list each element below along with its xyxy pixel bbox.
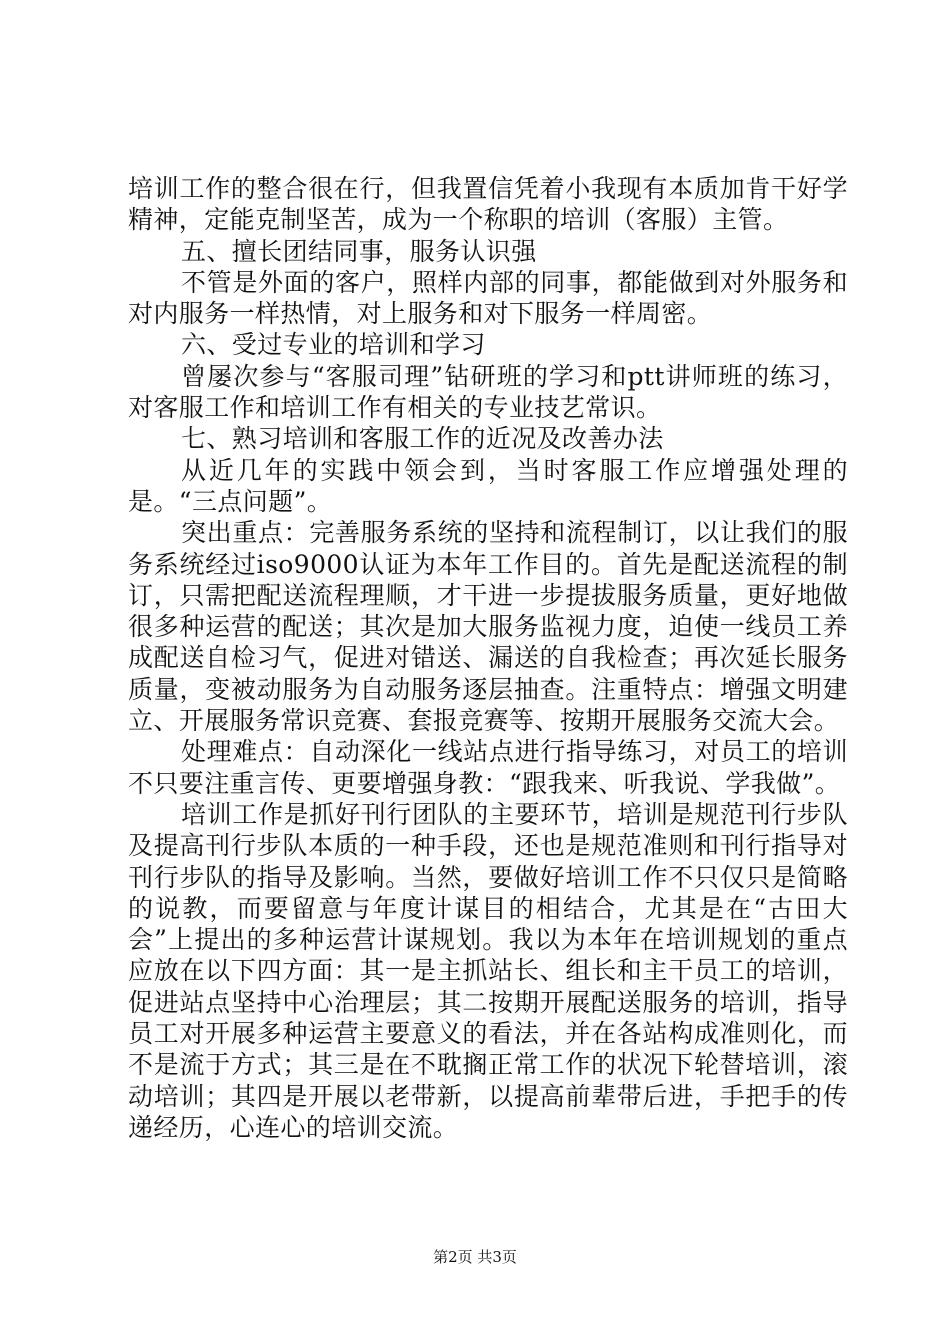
section-heading-5: 五、擅长团结同事，服务认识强 (181, 236, 537, 266)
paragraph: 培训工作是抓好刊行团队的主要环节，培训是规范刊行步队及提高刊行步队本质的一种手段，还也是规范准则和刊行指导对刊行步队的指导及影响。当然，要做好培训工作不只仅只是简略的说教，而要留意与年度计谋目的相结合，尤其是在“古田大会”上提出的多种运营计谋规划。我以为本年在培训规划的重点应放在以下四方面：其一是主抓站长、组长和主干员工的培训，促进站点坚持中心治理层；其二按期开展配送服务的培训，指导员工对开展多种运营主要意义的看法，并在各站构成准则化，而不是流于方式；其三是在不耽搁正常工作的状况下轮替培训，滚动培训；其四是开展以老带新，以提高前辈带后进，手把手的传递经历，心连心的培训交流。 (128, 799, 848, 1142)
section-heading-7: 七、熟习培训和客服工作的近况及改善办法 (181, 424, 664, 454)
section-heading-6: 六、受过专业的培训和学习 (181, 330, 486, 360)
paragraph: 突出重点：完善服务系统的坚持和流程制订，以让我们的服务系统经过iso9000认证为本年工作目的。首先是配送流程的制订，只需把配送流程理顺，才干进一步提拔服务质量，更好地做很多种运营的配送；其次是加大服务监视力度，迫使一线员工养成配送自检习气，促进对错送、漏送的自我检查；再次延长服务质量，变被动服务为自动服务逐层抽查。注重特点：增强文明建立、开展服务常识竞赛、套报竞赛等、按期开展服务交流大会。 (128, 518, 848, 736)
paragraph: 曾屡次参与“客服司理”钻研班的学习和ptt讲师班的练习，对客服工作和培训工作有相关的专业技艺常识。 (128, 361, 848, 423)
paragraph: 从近几年的实践中领会到，当时客服工作应增强处理的是。“三点问题”。 (128, 455, 848, 516)
document-body (128, 173, 848, 1143)
paragraph-continuation: 培训工作的整合很在行，但我置信凭着小我现有本质加肯干好学精神，定能克制坚苦，成为一个称职的培训（客服）主管。 (128, 174, 848, 235)
paragraph: 不管是外面的客户，照样内部的同事，都能做到对外服务和对内服务一样热情，对上服务和对下服务一样周密。 (128, 267, 848, 329)
page-number-footer: 第2页 共3页 (433, 1248, 517, 1266)
paragraph: 处理难点：自动深化一线站点进行指导练习，对员工的培训不只要注重言传、更要增强身教：“跟我来、听我说、学我做”。 (128, 737, 848, 798)
